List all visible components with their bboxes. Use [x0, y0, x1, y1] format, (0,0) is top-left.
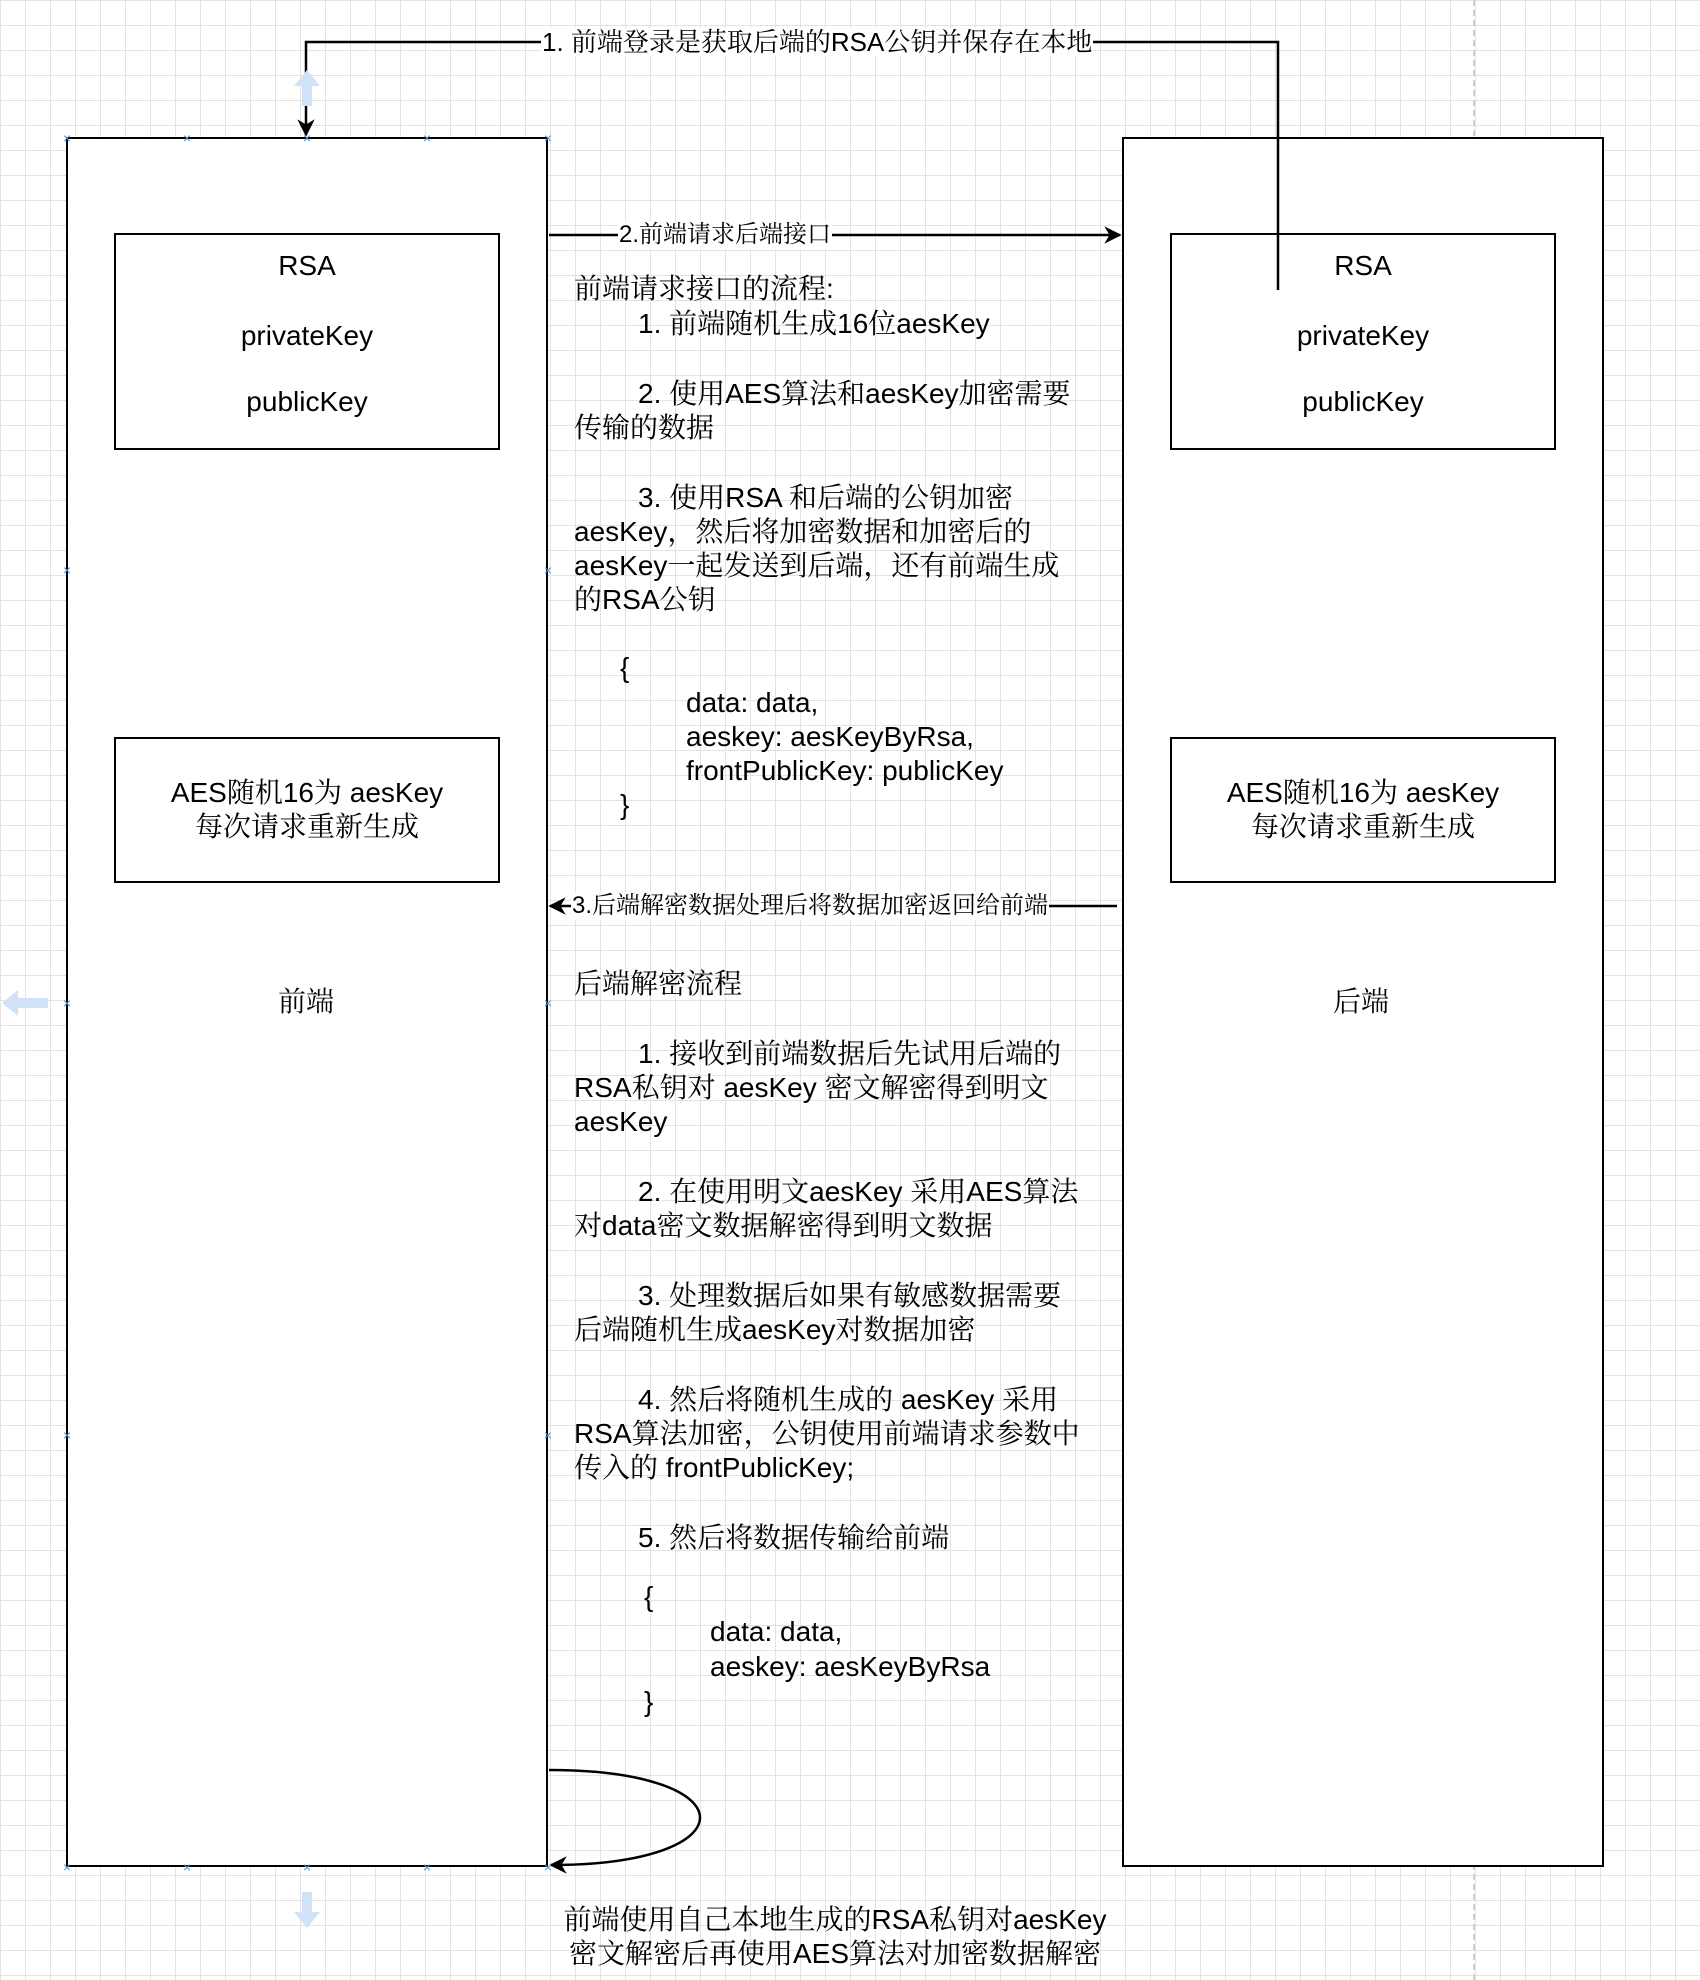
clone-arrow-down-icon[interactable]	[292, 1890, 322, 1930]
decrypt-step-2-line1: 2. 在使用明文aesKey 采用AES算法	[638, 1176, 1079, 1207]
decrypt-step-2-line2: 对data密文数据解密得到明文数据	[574, 1210, 993, 1241]
request-step-3-line4: 的RSA公钥	[574, 584, 716, 615]
self-decrypt-loop-arrow[interactable]	[549, 1770, 700, 1865]
request-payload-frontpublickey: frontPublicKey: publicKey	[686, 755, 1004, 786]
decrypt-payload-open: {	[644, 1581, 654, 1612]
decrypt-payload-close: }	[644, 1686, 654, 1717]
backend-rsa-public-key: publicKey	[1302, 386, 1424, 417]
connection-point-marker[interactable]: ×	[302, 130, 312, 146]
request-step-1: 1. 前端随机生成16位aesKey	[638, 308, 990, 339]
request-payload-aeskey: aeskey: aesKeyByRsa,	[686, 721, 974, 752]
frontend-rsa-title: RSA	[278, 250, 336, 281]
response-arrow-label: 3.后端解密数据处理后将数据加密返回给前端	[572, 892, 1049, 919]
connection-point-marker[interactable]: ×	[62, 130, 72, 146]
login-arrow[interactable]	[306, 42, 1278, 290]
request-step-3-line1: 3. 使用RSA 和后端的公钥加密	[638, 482, 1013, 513]
bottom-note	[548, 1903, 1122, 1971]
backend-aes-line1: AES随机16为 aesKey	[1226, 777, 1500, 808]
frontend-aes-line2: 每次请求重新生成	[194, 811, 419, 842]
connection-point-marker[interactable]: ×	[62, 1859, 72, 1875]
frontend-rsa-private-key: privateKey	[240, 320, 374, 351]
connection-point-marker[interactable]: ×	[543, 1427, 553, 1443]
decrypt-step-1-line1: 1. 接收到前端数据后先试用后端的	[638, 1038, 1062, 1069]
request-step-3-line3: aesKey一起发送到后端，还有前端生成	[574, 550, 1060, 581]
decrypt-step-3-line1: 3. 处理数据后如果有敏感数据需要	[638, 1280, 1062, 1311]
request-step-2-line1: 2. 使用AES算法和aesKey加密需要	[638, 378, 1071, 409]
request-payload-open: {	[620, 652, 630, 683]
decrypt-flow-title: 后端解密流程	[574, 968, 743, 999]
request-flow-title: 前端请求接口的流程:	[574, 273, 834, 304]
connection-point-marker[interactable]: ×	[182, 1859, 192, 1875]
bottom-note-line1: 前端使用自己本地生成的RSA私钥对aesKey	[563, 1904, 1107, 1935]
decrypt-step-4-line2: RSA算法加密，公钥使用前端请求参数中	[574, 1418, 1080, 1449]
connection-point-marker[interactable]: ×	[422, 1859, 432, 1875]
decrypt-payload-aeskey: aeskey: aesKeyByRsa	[710, 1651, 991, 1682]
clone-arrow-up-icon[interactable]	[292, 68, 322, 108]
connection-point-marker[interactable]: ×	[302, 1859, 312, 1875]
decrypt-step-5: 5. 然后将数据传输给前端	[638, 1522, 950, 1553]
backend-aes-line2: 每次请求重新生成	[1250, 811, 1475, 842]
request-arrow-label: 2.前端请求后端接口	[619, 221, 832, 248]
backend-rsa-title: RSA	[1334, 250, 1392, 281]
connection-point-marker[interactable]: ×	[62, 1427, 72, 1443]
frontend-aes-line1: AES随机16为 aesKey	[170, 777, 444, 808]
decrypt-step-1-line2: RSA私钥对 aesKey 密文解密得到明文	[574, 1072, 1049, 1103]
request-payload-close: }	[620, 789, 630, 820]
decrypt-step-1-line3: aesKey	[574, 1106, 668, 1137]
decrypt-step-3-line2: 后端随机生成aesKey对数据加密	[574, 1314, 976, 1345]
frontend-rsa-public-key: publicKey	[246, 386, 368, 417]
connection-point-marker[interactable]: ×	[62, 995, 72, 1011]
connection-point-marker[interactable]: ×	[543, 1859, 553, 1875]
connection-point-marker[interactable]: ×	[543, 562, 553, 578]
connection-point-marker[interactable]: ×	[62, 562, 72, 578]
frontend-label: 前端	[278, 986, 335, 1017]
decrypt-step-4-line1: 4. 然后将随机生成的 aesKey 采用	[638, 1384, 1059, 1415]
connection-point-marker[interactable]: ×	[182, 130, 192, 146]
request-step-2-line2: 传输的数据	[574, 412, 715, 443]
backend-rsa-private-key: privateKey	[1296, 320, 1430, 351]
bottom-note-line2: 密文解密后再使用AES算法对加密数据解密	[568, 1938, 1102, 1969]
clone-arrow-left-icon[interactable]	[0, 988, 50, 1018]
login-arrow-label: 1. 前端登录是获取后端的RSA公钥并保存在本地	[542, 27, 1093, 57]
decrypt-payload-data: data: data,	[710, 1616, 843, 1647]
request-payload-data: data: data,	[686, 687, 819, 718]
connection-point-marker[interactable]: ×	[543, 995, 553, 1011]
connection-point-marker[interactable]: ×	[422, 130, 432, 146]
request-step-3-line2: aesKey，然后将加密数据和加密后的	[574, 516, 1032, 547]
backend-label: 后端	[1333, 986, 1390, 1017]
decrypt-step-4-line3: 传入的 frontPublicKey;	[574, 1452, 855, 1483]
connection-point-marker[interactable]: ×	[543, 130, 553, 146]
